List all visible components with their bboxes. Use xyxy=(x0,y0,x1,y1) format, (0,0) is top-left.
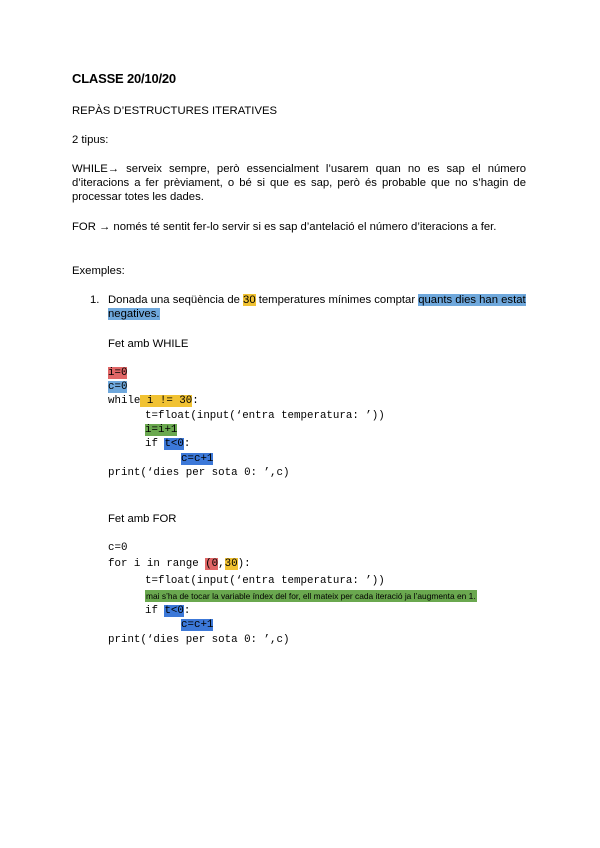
code-line: print(‘dies per sota 0: ’,c) xyxy=(108,467,290,479)
code-i-init: i=0 xyxy=(108,367,128,379)
list-item-text-cont xyxy=(108,307,160,321)
while-description-line: d’iteracions a fer prèviament, o bé si que es sap, però és probable que no s’hagin de xyxy=(72,177,526,189)
code-if-keyword: if xyxy=(145,438,165,450)
code-if-keyword: if xyxy=(145,605,165,617)
code-i-increment: i=i+1 xyxy=(145,424,178,436)
section-subtitle: REPÀS D’ESTRUCTURES ITERATIVES xyxy=(72,105,278,117)
code-line xyxy=(181,618,213,632)
code-colon: : xyxy=(192,395,199,407)
code-colon: : xyxy=(183,438,191,450)
code-paren-colon: ): xyxy=(237,558,251,570)
list-number: 1. xyxy=(90,294,100,306)
highlight-question-cont: negatives. xyxy=(108,308,160,320)
code-c-increment: c=c+1 xyxy=(181,453,214,465)
code-line: t=float(input(‘entra temperatura: ’)) xyxy=(145,575,385,587)
code-line xyxy=(108,380,127,394)
code-line: c=0 xyxy=(108,542,128,554)
code-line xyxy=(108,366,127,380)
code-if-condition: t<0 xyxy=(164,605,184,617)
code-range-end: 30 xyxy=(224,558,238,570)
code-colon: : xyxy=(183,605,191,617)
code-line xyxy=(181,452,213,466)
code-for-keyword: for i in range xyxy=(108,558,206,570)
code-comma: , xyxy=(218,558,225,570)
code-if-condition: t<0 xyxy=(164,438,184,450)
index-variable-note: mai s’ha de tocar la variable índex del for, ell mateix per cada iteració ja l’augmenta en 1. xyxy=(146,591,476,601)
code-line: t=float(input(‘entra temperatura: ’)) xyxy=(145,410,385,422)
code-line xyxy=(145,604,190,618)
types-label: 2 tipus: xyxy=(72,134,109,146)
item-text-a: Donada una seqüència de xyxy=(108,294,244,306)
code-while-keyword: while xyxy=(108,395,141,407)
page-title: CLASSE 20/10/20 xyxy=(72,71,176,86)
code-line xyxy=(108,557,251,571)
code-line: print(‘dies per sota 0: ’,c) xyxy=(108,634,290,646)
code-line xyxy=(145,423,177,437)
while-description-line: processar totes les dades. xyxy=(72,191,204,203)
code-while-condition: i != 30 xyxy=(140,395,193,407)
code-range-start: (0 xyxy=(205,558,219,570)
examples-label: Exemples: xyxy=(72,265,125,277)
list-item-text xyxy=(108,293,526,307)
highlight-number: 30 xyxy=(243,294,256,306)
code-c-init: c=0 xyxy=(108,381,128,393)
while-description xyxy=(72,162,526,204)
code-line xyxy=(145,437,190,451)
item-text-b: temperatures mínimes comptar xyxy=(255,294,419,306)
while-description-line: WHILE→ serveix sempre, però essencialment l’usarem quan no es sap el número xyxy=(72,163,526,175)
while-heading: Fet amb WHILE xyxy=(108,338,189,350)
for-heading: Fet amb FOR xyxy=(108,513,177,525)
code-c-increment: c=c+1 xyxy=(181,619,214,631)
highlight-question: quants dies han estat xyxy=(418,294,526,306)
for-description: FOR → només té sentit fer-lo servir si es sap d’antelació el número d’iteracions a fer. xyxy=(72,221,497,233)
code-line xyxy=(108,394,199,408)
